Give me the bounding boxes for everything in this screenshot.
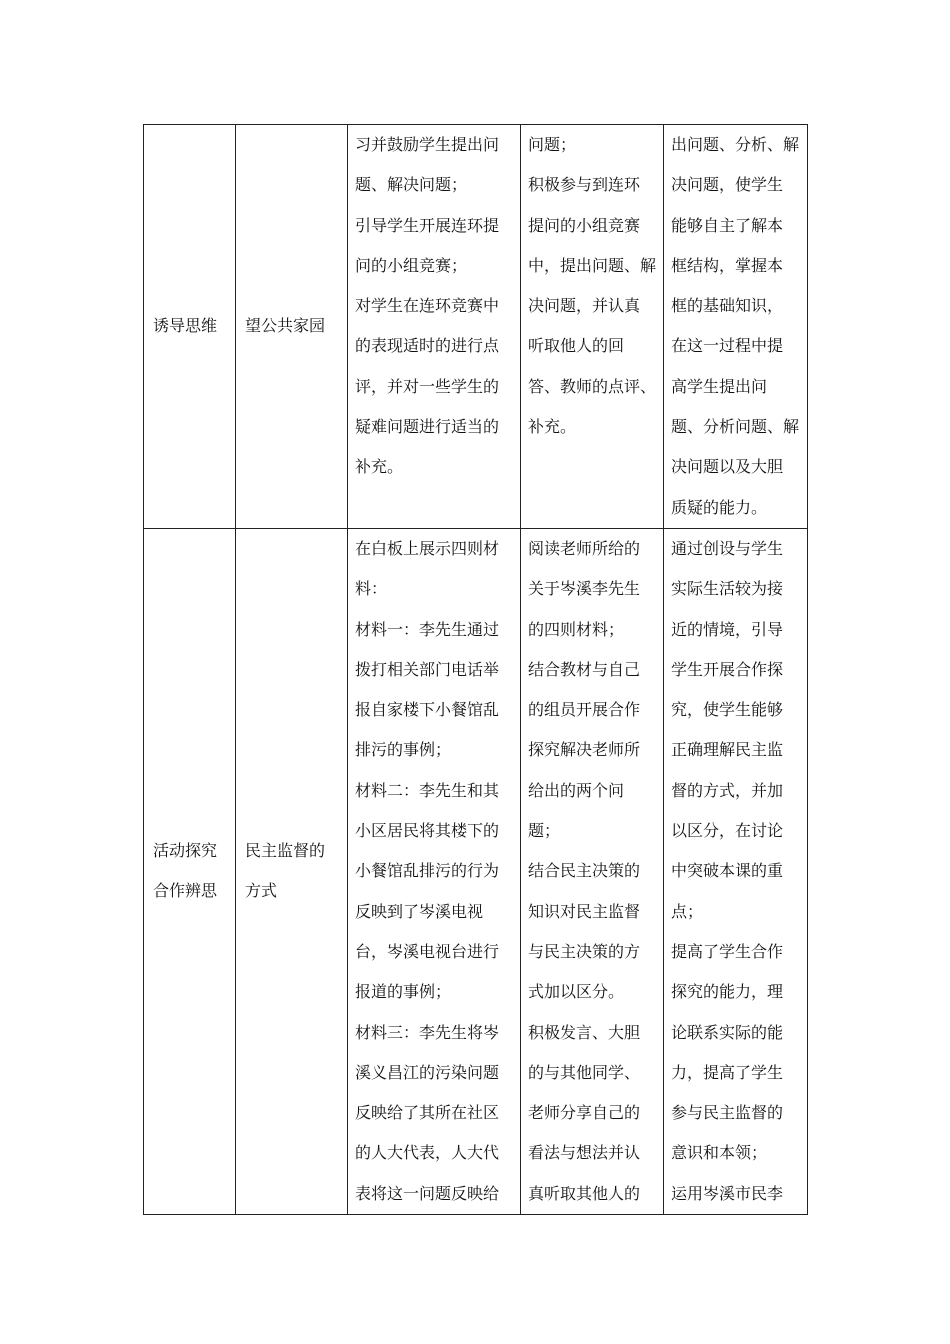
text-line: 结合民主决策的	[528, 861, 641, 881]
text-line: 溪义昌江的污染问题	[355, 1062, 500, 1082]
content-cell	[236, 125, 348, 529]
text-line: 台，岑溪电视台进行	[355, 941, 500, 961]
stage-label: 诱导思维	[153, 316, 218, 336]
text-line: 式加以区分。	[528, 982, 625, 1002]
lesson-plan-table	[143, 124, 808, 1215]
content-label: 望公共家园	[245, 316, 326, 336]
text-line: 出问题、分析、解	[671, 135, 800, 154]
text-line: 答、教师的点评、	[528, 376, 656, 396]
text-line: 补充。	[355, 457, 404, 477]
text-line: 学生开展合作探	[671, 659, 784, 679]
text-line: 给出的两个问	[528, 780, 625, 800]
teacher-activity-cell	[348, 528, 521, 1214]
text-line: 补充。	[528, 417, 577, 437]
text-line: 真听取其他人的	[528, 1183, 641, 1203]
text-line: 结合教材与自己	[528, 659, 641, 679]
text-line: 题、解决问题；	[355, 175, 468, 195]
text-line: 拨打相关部门电话举	[355, 659, 500, 679]
text-line: 方式	[245, 881, 278, 901]
text-line: 实际生活较为接	[671, 579, 784, 599]
text-line: 材料三：李先生将岑	[355, 1022, 500, 1042]
text-line: 问的小组竞赛；	[355, 255, 468, 275]
teacher-activity-text	[355, 125, 513, 488]
text-line: 小区居民将其楼下的	[355, 821, 500, 841]
text-line: 料：	[355, 579, 388, 599]
text-line: 中突破本课的重	[671, 861, 784, 881]
text-line: 民主监督的	[245, 841, 326, 861]
design-intent-text	[671, 529, 800, 1214]
text-line: 近的情境，引导	[671, 619, 784, 639]
teacher-activity-text	[355, 529, 513, 1214]
table-row	[144, 125, 808, 529]
text-line: 的人大代表，人大代	[355, 1143, 500, 1163]
text-line: 问题；	[528, 135, 577, 154]
text-line: 习并鼓励学生提出问	[355, 135, 500, 154]
text-line: 探究解决老师所	[528, 740, 641, 760]
stage-cell	[144, 125, 236, 529]
design-intent-cell	[664, 125, 808, 529]
text-line: 中，提出问题、解	[528, 255, 656, 275]
text-line: 题、分析问题、解	[671, 417, 800, 437]
text-line: 参与民主监督的	[671, 1103, 784, 1123]
text-line: 关于岑溪李先生	[528, 579, 641, 599]
stage-cell	[144, 528, 236, 1214]
text-line: 看法与想法并认	[528, 1143, 641, 1163]
text-line: 能够自主了解本	[671, 215, 784, 235]
student-activity-text	[528, 125, 656, 447]
text-line: 疑难问题进行适当的	[355, 417, 500, 437]
text-line: 评，并对一些学生的	[355, 376, 500, 396]
content-label	[245, 831, 340, 912]
teacher-activity-cell	[348, 125, 521, 529]
design-intent-cell	[664, 528, 808, 1214]
text-line: 题；	[528, 821, 561, 841]
text-line: 对学生在连环竞赛中	[355, 296, 500, 316]
text-line: 以区分，在讨论	[671, 821, 784, 841]
text-line: 报自家楼下小餐馆乱	[355, 700, 500, 720]
stage-label	[153, 831, 228, 912]
text-line: 阅读老师所给的	[528, 538, 641, 558]
text-line: 究，使学生能够	[671, 700, 784, 720]
text-line: 合作辨思	[153, 881, 218, 901]
text-line: 决问题，使学生	[671, 175, 784, 195]
design-intent-text	[671, 125, 800, 528]
text-line: 引导学生开展连环提	[355, 215, 500, 235]
student-activity-text	[528, 529, 656, 1214]
text-line: 框的基础知识，	[671, 296, 784, 316]
text-line: 的表现适时的进行点	[355, 336, 500, 356]
text-line: 督的方式，并加	[671, 780, 784, 800]
text-line: 提问的小组竞赛	[528, 215, 641, 235]
student-activity-cell	[521, 125, 664, 529]
student-activity-cell	[521, 528, 664, 1214]
text-line: 探究的能力，理	[671, 982, 784, 1002]
text-line: 的与其他同学、	[528, 1062, 641, 1082]
text-line: 材料一：李先生通过	[355, 619, 500, 639]
text-line: 正确理解民主监	[671, 740, 784, 760]
text-line: 运用岑溪市民李	[671, 1183, 784, 1203]
content-cell	[236, 528, 348, 1214]
text-line: 报道的事例；	[355, 982, 452, 1002]
text-line: 在这一过程中提	[671, 336, 784, 356]
text-line: 小餐馆乱排污的行为	[355, 861, 500, 881]
text-line: 反映给了其所在社区	[355, 1103, 500, 1123]
text-line: 听取他人的回	[528, 336, 625, 356]
text-line: 在白板上展示四则材	[355, 538, 500, 558]
text-line: 意识和本领；	[671, 1143, 768, 1163]
text-line: 积极发言、大胆	[528, 1022, 641, 1042]
text-line: 反映到了岑溪电视	[355, 901, 484, 921]
text-line: 的组员开展合作	[528, 700, 641, 720]
text-line: 老师分享自己的	[528, 1103, 641, 1123]
text-line: 与民主决策的方	[528, 941, 641, 961]
text-line: 点；	[671, 901, 704, 921]
table-row	[144, 528, 808, 1214]
text-line: 排污的事例；	[355, 740, 452, 760]
text-line: 论联系实际的能	[671, 1022, 784, 1042]
text-line: 决问题以及大胆	[671, 457, 784, 477]
text-line: 决问题，并认真	[528, 296, 641, 316]
text-line: 通过创设与学生	[671, 538, 784, 558]
text-line: 表将这一问题反映给	[355, 1183, 500, 1203]
text-line: 质疑的能力。	[671, 497, 768, 517]
text-line: 提高了学生合作	[671, 941, 784, 961]
text-line: 的四则材料；	[528, 619, 625, 639]
text-line: 高学生提出问	[671, 376, 768, 396]
text-line: 积极参与到连环	[528, 175, 641, 195]
text-line: 框结构，掌握本	[671, 255, 784, 275]
text-line: 力，提高了学生	[671, 1062, 784, 1082]
text-line: 材料二：李先生和其	[355, 780, 500, 800]
text-line: 活动探究	[153, 841, 218, 861]
text-line: 知识对民主监督	[528, 901, 641, 921]
